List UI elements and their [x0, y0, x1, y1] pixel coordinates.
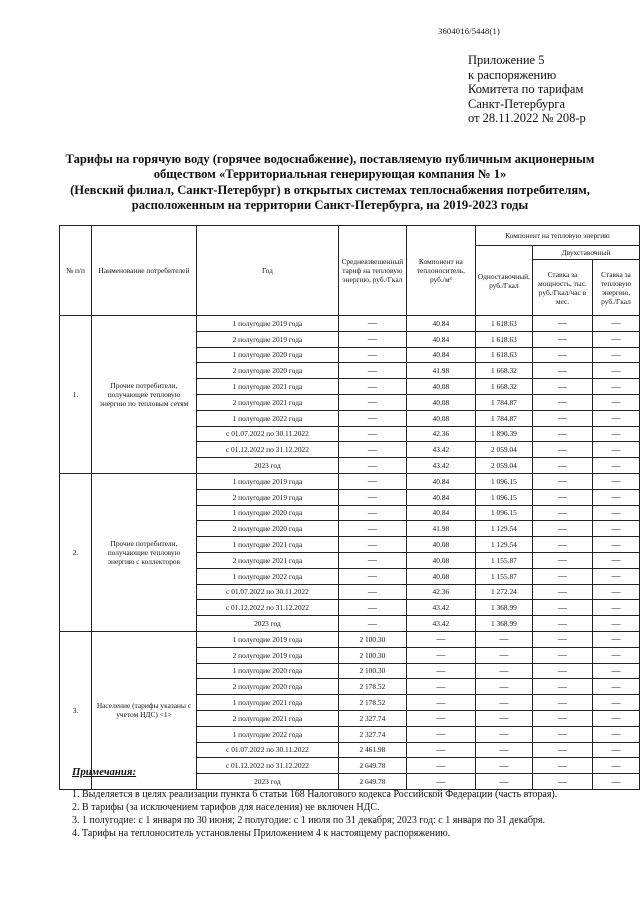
energy-rate-cell: —	[592, 742, 639, 758]
energy-rate-cell: —	[592, 679, 639, 695]
one-rate-cell: 1 368.99	[475, 600, 532, 616]
coolant-cell: 40.84	[406, 347, 475, 363]
period-cell: 1 полугодие 2020 года	[196, 347, 338, 363]
one-rate-cell: 1 668.32	[475, 379, 532, 395]
period-cell: 2 полугодие 2020 года	[196, 363, 338, 379]
energy-rate-cell: —	[592, 458, 639, 474]
one-rate-cell: 2 059.04	[475, 458, 532, 474]
period-cell: 1 полугодие 2020 года	[196, 505, 338, 521]
one-rate-cell: —	[475, 679, 532, 695]
energy-rate-cell: —	[592, 568, 639, 584]
one-rate-cell: 1 272.24	[475, 584, 532, 600]
avg-tariff-cell: —	[338, 568, 406, 584]
avg-tariff-cell: —	[338, 584, 406, 600]
header-two-rate: Двухставочный	[532, 246, 639, 260]
coolant-cell: —	[406, 647, 475, 663]
one-rate-cell: 1 155.87	[475, 552, 532, 568]
capacity-rate-cell: —	[532, 347, 592, 363]
avg-tariff-cell: —	[338, 458, 406, 474]
row-number: 3.	[60, 631, 92, 789]
coolant-cell: 42.36	[406, 426, 475, 442]
period-cell: 1 полугодие 2022 года	[196, 726, 338, 742]
capacity-rate-cell: —	[532, 521, 592, 537]
period-cell: 1 полугодие 2021 года	[196, 695, 338, 711]
capacity-rate-cell: —	[532, 584, 592, 600]
avg-tariff-cell: —	[338, 537, 406, 553]
coolant-cell: 40.08	[406, 379, 475, 395]
period-cell: 2 полугодие 2020 года	[196, 679, 338, 695]
coolant-cell: —	[406, 758, 475, 774]
notes-title: Примечания:	[72, 766, 137, 778]
coolant-cell: —	[406, 695, 475, 711]
table-row	[60, 316, 640, 332]
one-rate-cell: —	[475, 631, 532, 647]
one-rate-cell: 1 784.87	[475, 410, 532, 426]
energy-rate-cell: —	[592, 489, 639, 505]
avg-tariff-cell: 2 649.78	[338, 774, 406, 790]
one-rate-cell: 1 155.87	[475, 568, 532, 584]
energy-rate-cell: —	[592, 473, 639, 489]
coolant-cell: 43.42	[406, 458, 475, 474]
annex-line: к распоряжению	[468, 67, 557, 82]
capacity-rate-cell: —	[532, 695, 592, 711]
coolant-cell: 40.84	[406, 473, 475, 489]
avg-tariff-cell: —	[338, 600, 406, 616]
coolant-cell: 40.08	[406, 568, 475, 584]
avg-tariff-cell: —	[338, 363, 406, 379]
header-coolant: Компонент на теплоноситель, руб./м³	[406, 226, 475, 316]
avg-tariff-cell: 2 178.52	[338, 679, 406, 695]
table-body	[60, 316, 640, 790]
row-number: 1.	[60, 316, 92, 474]
coolant-cell: —	[406, 774, 475, 790]
coolant-cell: —	[406, 710, 475, 726]
coolant-cell: —	[406, 663, 475, 679]
capacity-rate-cell: —	[532, 568, 592, 584]
consumer-name: Прочие потребители, получающие тепловую энергию с коллекторов	[91, 473, 196, 631]
period-cell: 2 полугодие 2019 года	[196, 331, 338, 347]
period-cell: 1 полугодие 2021 года	[196, 379, 338, 395]
annex-block	[468, 53, 586, 126]
period-cell: 2 полугодие 2021 года	[196, 394, 338, 410]
avg-tariff-cell: —	[338, 489, 406, 505]
avg-tariff-cell: 2 100.30	[338, 647, 406, 663]
period-cell: 2 полугодие 2021 года	[196, 552, 338, 568]
coolant-cell: 43.42	[406, 442, 475, 458]
consumer-name: Прочие потребители, получающие тепловую энергию по тепловым сетям	[91, 316, 196, 474]
energy-rate-cell: —	[592, 331, 639, 347]
note-item: 4. Тарифы на теплоноситель установлены Приложением 4 к настоящему распоряжению.	[72, 828, 451, 839]
header-one-rate: Одноставочный, руб./Гкал	[475, 246, 532, 316]
avg-tariff-cell: —	[338, 331, 406, 347]
note-item: 2. В тарифы (за исключением тарифов для населения) не включен НДС.	[72, 802, 380, 813]
avg-tariff-cell: 2 100.30	[338, 663, 406, 679]
energy-rate-cell: —	[592, 410, 639, 426]
one-rate-cell: 1 129.54	[475, 521, 532, 537]
avg-tariff-cell: 2 100.30	[338, 631, 406, 647]
period-cell: 1 полугодие 2019 года	[196, 473, 338, 489]
table-row	[60, 473, 640, 489]
capacity-rate-cell: —	[532, 616, 592, 632]
avg-tariff-cell: 2 327.74	[338, 710, 406, 726]
coolant-cell: 41.98	[406, 521, 475, 537]
energy-rate-cell: —	[592, 426, 639, 442]
document-number: 3604016/5448(1)	[438, 26, 501, 36]
avg-tariff-cell: —	[338, 410, 406, 426]
capacity-rate-cell: —	[532, 758, 592, 774]
one-rate-cell: —	[475, 647, 532, 663]
header-year: Год	[196, 226, 338, 316]
period-cell: с 01.12.2022 по 31.12.2022	[196, 600, 338, 616]
avg-tariff-cell: —	[338, 426, 406, 442]
capacity-rate-cell: —	[532, 600, 592, 616]
avg-tariff-cell: —	[338, 442, 406, 458]
period-cell: 2023 год	[196, 616, 338, 632]
row-number: 2.	[60, 473, 92, 631]
notes-list	[72, 788, 557, 840]
one-rate-cell: —	[475, 710, 532, 726]
table-row	[60, 631, 640, 647]
period-cell: с 01.07.2022 по 30.11.2022	[196, 584, 338, 600]
energy-rate-cell: —	[592, 394, 639, 410]
energy-rate-cell: —	[592, 316, 639, 332]
capacity-rate-cell: —	[532, 363, 592, 379]
one-rate-cell: —	[475, 742, 532, 758]
energy-rate-cell: —	[592, 442, 639, 458]
one-rate-cell: 1 096.15	[475, 489, 532, 505]
energy-rate-cell: —	[592, 663, 639, 679]
period-cell: 2 полугодие 2020 года	[196, 521, 338, 537]
avg-tariff-cell: 2 327.74	[338, 726, 406, 742]
consumer-name: Население (тарифы указаны с учетом НДС) <1>	[91, 631, 196, 789]
energy-rate-cell: —	[592, 600, 639, 616]
energy-rate-cell: —	[592, 521, 639, 537]
document-title	[30, 152, 630, 213]
capacity-rate-cell: —	[532, 552, 592, 568]
period-cell: 1 полугодие 2022 года	[196, 568, 338, 584]
capacity-rate-cell: —	[532, 647, 592, 663]
avg-tariff-cell: —	[338, 505, 406, 521]
energy-rate-cell: —	[592, 363, 639, 379]
energy-rate-cell: —	[592, 379, 639, 395]
capacity-rate-cell: —	[532, 473, 592, 489]
energy-rate-cell: —	[592, 726, 639, 742]
one-rate-cell: —	[475, 726, 532, 742]
one-rate-cell: 1 618.63	[475, 347, 532, 363]
energy-rate-cell: —	[592, 552, 639, 568]
capacity-rate-cell: —	[532, 663, 592, 679]
period-cell: 1 полугодие 2019 года	[196, 316, 338, 332]
capacity-rate-cell: —	[532, 316, 592, 332]
coolant-cell: —	[406, 631, 475, 647]
one-rate-cell: —	[475, 695, 532, 711]
coolant-cell: 42.36	[406, 584, 475, 600]
capacity-rate-cell: —	[532, 742, 592, 758]
avg-tariff-cell: —	[338, 394, 406, 410]
coolant-cell: —	[406, 726, 475, 742]
header-consumer: Наименование потребителей	[91, 226, 196, 316]
capacity-rate-cell: —	[532, 426, 592, 442]
one-rate-cell: —	[475, 663, 532, 679]
one-rate-cell: 1 129.54	[475, 537, 532, 553]
avg-tariff-cell: —	[338, 521, 406, 537]
coolant-cell: 40.84	[406, 316, 475, 332]
period-cell: 2023 год	[196, 458, 338, 474]
one-rate-cell: —	[475, 774, 532, 790]
period-cell: с 01.07.2022 по 30.11.2022	[196, 742, 338, 758]
period-cell: с 01.12.2022 по 31.12.2022	[196, 758, 338, 774]
energy-rate-cell: —	[592, 631, 639, 647]
coolant-cell: 40.08	[406, 537, 475, 553]
coolant-cell: 41.98	[406, 363, 475, 379]
one-rate-cell: —	[475, 758, 532, 774]
capacity-rate-cell: —	[532, 631, 592, 647]
coolant-cell: 40.84	[406, 489, 475, 505]
coolant-cell: 40.08	[406, 394, 475, 410]
annex-line: Санкт-Петербурга	[468, 96, 566, 111]
coolant-cell: —	[406, 679, 475, 695]
period-cell: с 01.07.2022 по 30.11.2022	[196, 426, 338, 442]
annex-line: Комитета по тарифам	[468, 82, 584, 97]
title-line: расположенным на территории Санкт-Петербурга, на 2019-2023 годы	[131, 197, 529, 212]
coolant-cell: 40.84	[406, 505, 475, 521]
capacity-rate-cell: —	[532, 537, 592, 553]
energy-rate-cell: —	[592, 647, 639, 663]
energy-rate-cell: —	[592, 710, 639, 726]
capacity-rate-cell: —	[532, 331, 592, 347]
tariff-table	[59, 225, 640, 790]
period-cell: 2023 год	[196, 774, 338, 790]
energy-rate-cell: —	[592, 347, 639, 363]
capacity-rate-cell: —	[532, 489, 592, 505]
energy-rate-cell: —	[592, 505, 639, 521]
avg-tariff-cell: 2 461.98	[338, 742, 406, 758]
header-num: № п/п	[60, 226, 92, 316]
one-rate-cell: 1 784.87	[475, 394, 532, 410]
one-rate-cell: 2 059.04	[475, 442, 532, 458]
one-rate-cell: 1 368.99	[475, 616, 532, 632]
period-cell: 1 полугодие 2019 года	[196, 631, 338, 647]
one-rate-cell: 1 890.39	[475, 426, 532, 442]
one-rate-cell: 1 096.15	[475, 505, 532, 521]
capacity-rate-cell: —	[532, 505, 592, 521]
avg-tariff-cell: —	[338, 316, 406, 332]
capacity-rate-cell: —	[532, 458, 592, 474]
annex-line: от 28.11.2022 № 208-р	[468, 111, 586, 126]
header-avg-tariff: Средневзвешенный тариф на тепловую энергию, руб./Гкал	[338, 226, 406, 316]
one-rate-cell: 1 668.32	[475, 363, 532, 379]
header-energy-rate: Ставка за тепловую энергию, руб./Гкал	[592, 260, 639, 316]
capacity-rate-cell: —	[532, 679, 592, 695]
avg-tariff-cell: —	[338, 347, 406, 363]
capacity-rate-cell: —	[532, 379, 592, 395]
one-rate-cell: 1 096.15	[475, 473, 532, 489]
coolant-cell: 40.08	[406, 552, 475, 568]
period-cell: 2 полугодие 2019 года	[196, 647, 338, 663]
avg-tariff-cell: —	[338, 552, 406, 568]
avg-tariff-cell: 2 178.52	[338, 695, 406, 711]
period-cell: 2 полугодие 2021 года	[196, 710, 338, 726]
avg-tariff-cell: —	[338, 379, 406, 395]
coolant-cell: 40.08	[406, 410, 475, 426]
capacity-rate-cell: —	[532, 774, 592, 790]
capacity-rate-cell: —	[532, 442, 592, 458]
energy-rate-cell: —	[592, 695, 639, 711]
energy-rate-cell: —	[592, 616, 639, 632]
energy-rate-cell: —	[592, 584, 639, 600]
period-cell: 2 полугодие 2019 года	[196, 489, 338, 505]
note-item: 1. Выделяется в целях реализации пункта 6 статьи 168 Налогового кодекса Российской Федерации (часть вторая).	[72, 789, 558, 800]
coolant-cell: 43.42	[406, 600, 475, 616]
energy-rate-cell: —	[592, 774, 639, 790]
capacity-rate-cell: —	[532, 710, 592, 726]
coolant-cell: 40.84	[406, 331, 475, 347]
period-cell: 1 полугодие 2022 года	[196, 410, 338, 426]
annex-line: Приложение 5	[468, 53, 545, 67]
avg-tariff-cell: —	[338, 616, 406, 632]
title-line: обществом «Территориальная генерирующая компания № 1»	[153, 167, 507, 182]
header-capacity-rate: Ставка за мощность, тыс. руб./Гкал/час в мес.	[532, 260, 592, 316]
capacity-rate-cell: —	[532, 410, 592, 426]
avg-tariff-cell: 2 649.78	[338, 758, 406, 774]
capacity-rate-cell: —	[532, 726, 592, 742]
one-rate-cell: 1 618.63	[475, 316, 532, 332]
capacity-rate-cell: —	[532, 394, 592, 410]
period-cell: с 01.12.2022 по 31.12.2022	[196, 442, 338, 458]
header-thermal: Компонент на тепловую энергию	[475, 226, 639, 246]
energy-rate-cell: —	[592, 758, 639, 774]
title-line: Тарифы на горячую воду (горячее водоснабжение), поставляемую публичным акционерным	[65, 152, 595, 166]
note-item: 3. 1 полугодие: с 1 января по 30 июня; 2 полугодие: с 1 июля по 31 декабря; 2023 год: с 1 января по 31 декабря.	[72, 815, 546, 826]
energy-rate-cell: —	[592, 537, 639, 553]
title-line: (Невский филиал, Санкт-Петербург) в открытых системах теплоснабжения потребителям,	[70, 182, 590, 197]
avg-tariff-cell: —	[338, 473, 406, 489]
coolant-cell: 43.42	[406, 616, 475, 632]
one-rate-cell: 1 618.63	[475, 331, 532, 347]
coolant-cell: —	[406, 742, 475, 758]
period-cell: 1 полугодие 2021 года	[196, 537, 338, 553]
period-cell: 1 полугодие 2020 года	[196, 663, 338, 679]
